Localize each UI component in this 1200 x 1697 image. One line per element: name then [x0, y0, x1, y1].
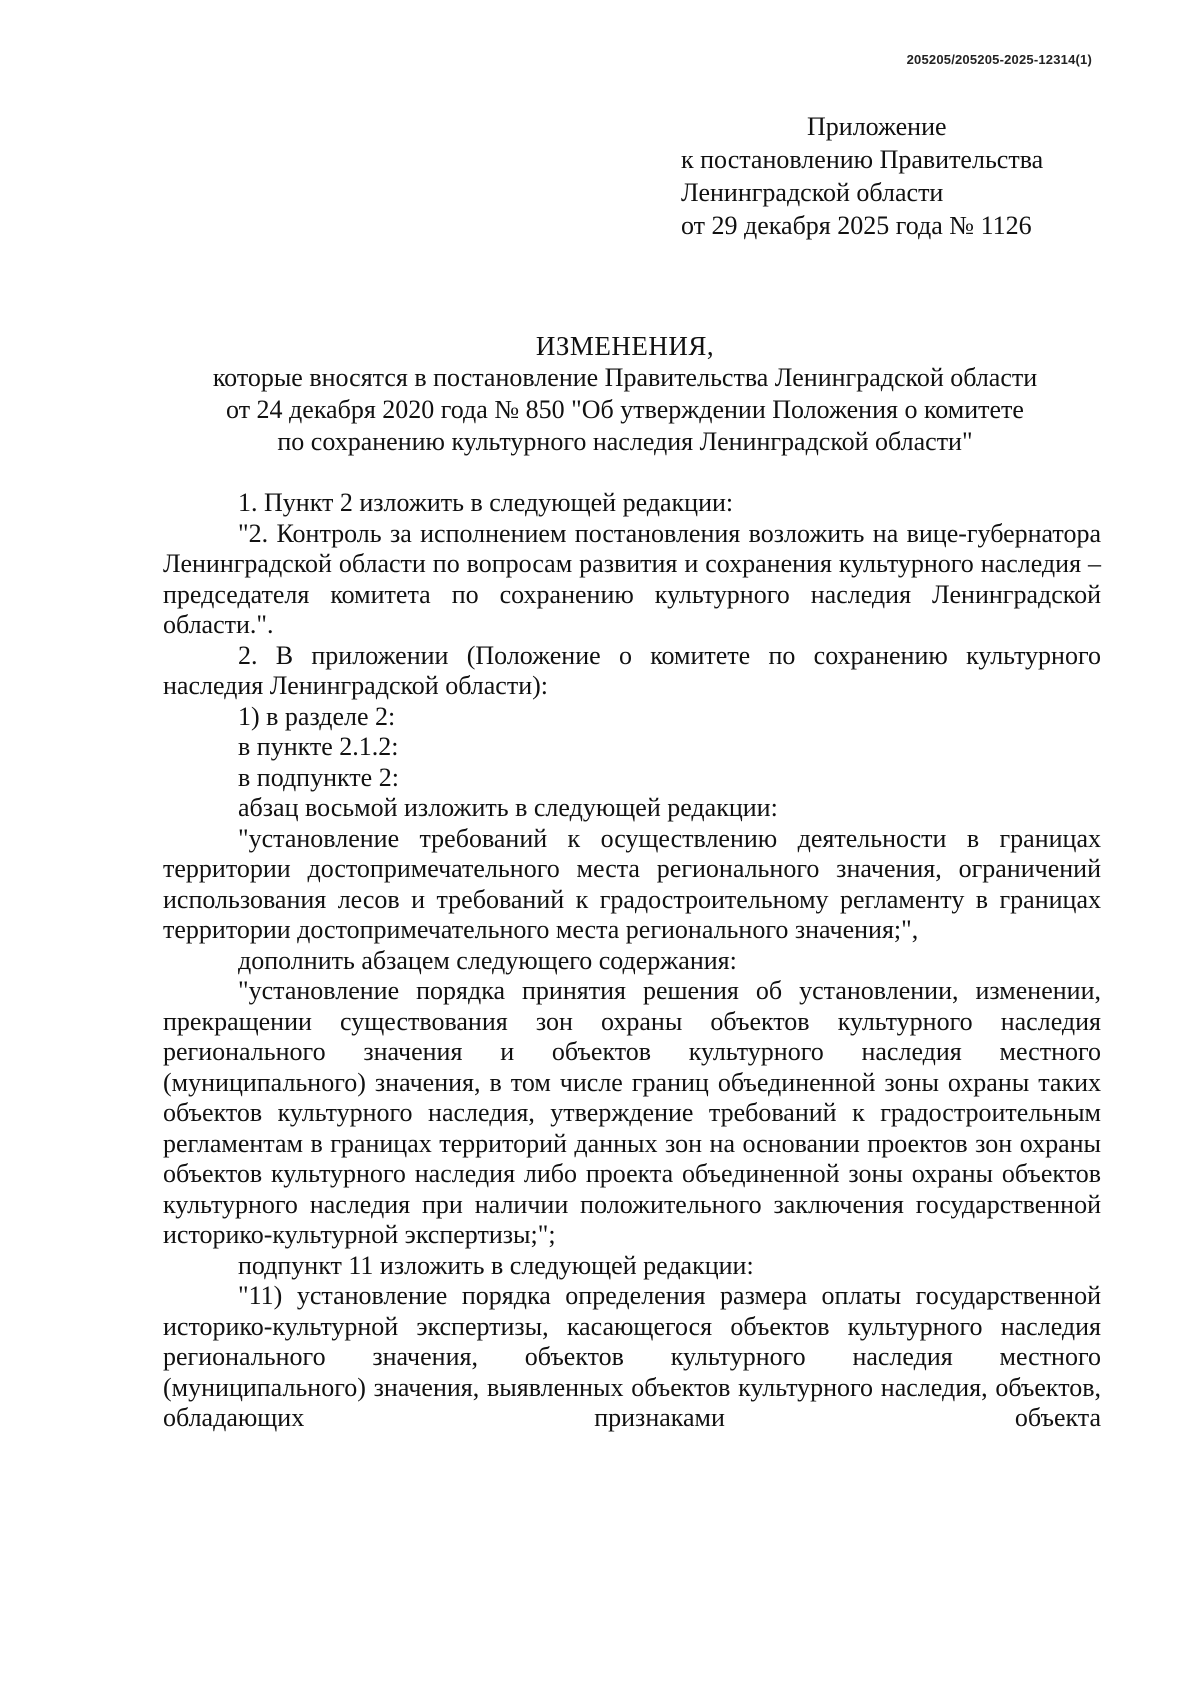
document-id: 205205/205205-2025-12314(1)	[906, 52, 1092, 67]
appendix-header	[681, 110, 1101, 242]
document-title	[150, 330, 1100, 458]
paragraph: 1) в разделе 2:	[238, 701, 396, 731]
paragraph: "11) установление порядка определения размера оплаты государственной историко-культурной экспертизы, касающегося объектов культурного наследия регионального значения, объектов культурного наследия местного (муниципального) значения, выявленных объектов культурного наследия, объектов, обладающих признаками объекта	[163, 1281, 1101, 1432]
paragraph: "установление требований к осуществлению деятельности в границах территории достопримечательного места регионального значения, ограничений использования лесов и требований к градостроительному регламенту в границах территории достопримечательного места регионального значения;",	[163, 823, 1101, 944]
appendix-reference: к постановлению Правительства	[681, 145, 1044, 174]
appendix-region: Ленинградской области	[681, 178, 944, 207]
paragraph: 2. В приложении (Положение о комитете по сохранению культурного наследия Ленинградской области):	[163, 640, 1101, 700]
appendix-label: Приложение	[807, 112, 947, 141]
paragraph: 1. Пункт 2 изложить в следующей редакции:	[238, 488, 734, 517]
paragraph: "2. Контроль за исполнением постановления возложить на вице-губернатора Ленинградской области по вопросам развития и сохранения культурного наследия – председателя комитета по сохранению культурного наследия Ленинградской области.".	[163, 518, 1101, 639]
paragraph: дополнить абзацем следующего содержания:	[238, 945, 737, 975]
title-subline-3: по сохранению культурного наследия Ленинградской области"	[277, 427, 973, 456]
paragraph: подпункт 11 изложить в следующей редакции:	[238, 1250, 754, 1280]
title-subline-1: которые вносятся в постановление Правительства Ленинградской области	[212, 363, 1038, 392]
title-subline-2: от 24 декабря 2020 года № 850 "Об утверждении Положения о комитете	[226, 395, 1024, 424]
paragraph: "установление порядка принятия решения об установлении, изменении, прекращении существования зон охраны объектов культурного наследия регионального значения и объектов культурного наследия местного (муниципального) значения, в том числе границ объединенной зоны охраны таких объектов культурного наследия, утверждение требований к градостроительным регламентам в границах территорий данных зон на основании проектов зон охраны объектов культурного наследия либо проекта объединенной зоны охраны объектов культурного наследия при наличии положительного заключения государственной историко-культурной экспертизы;";	[163, 976, 1101, 1249]
title-heading: ИЗМЕНЕНИЯ,	[535, 331, 715, 361]
document-body	[163, 488, 1101, 1434]
paragraph: в пункте 2.1.2:	[238, 732, 399, 761]
paragraph: в подпункте 2:	[238, 762, 399, 792]
paragraph: абзац восьмой изложить в следующей редакции:	[238, 793, 778, 822]
appendix-date-number: от 29 декабря 2025 года № 1126	[681, 211, 1032, 240]
